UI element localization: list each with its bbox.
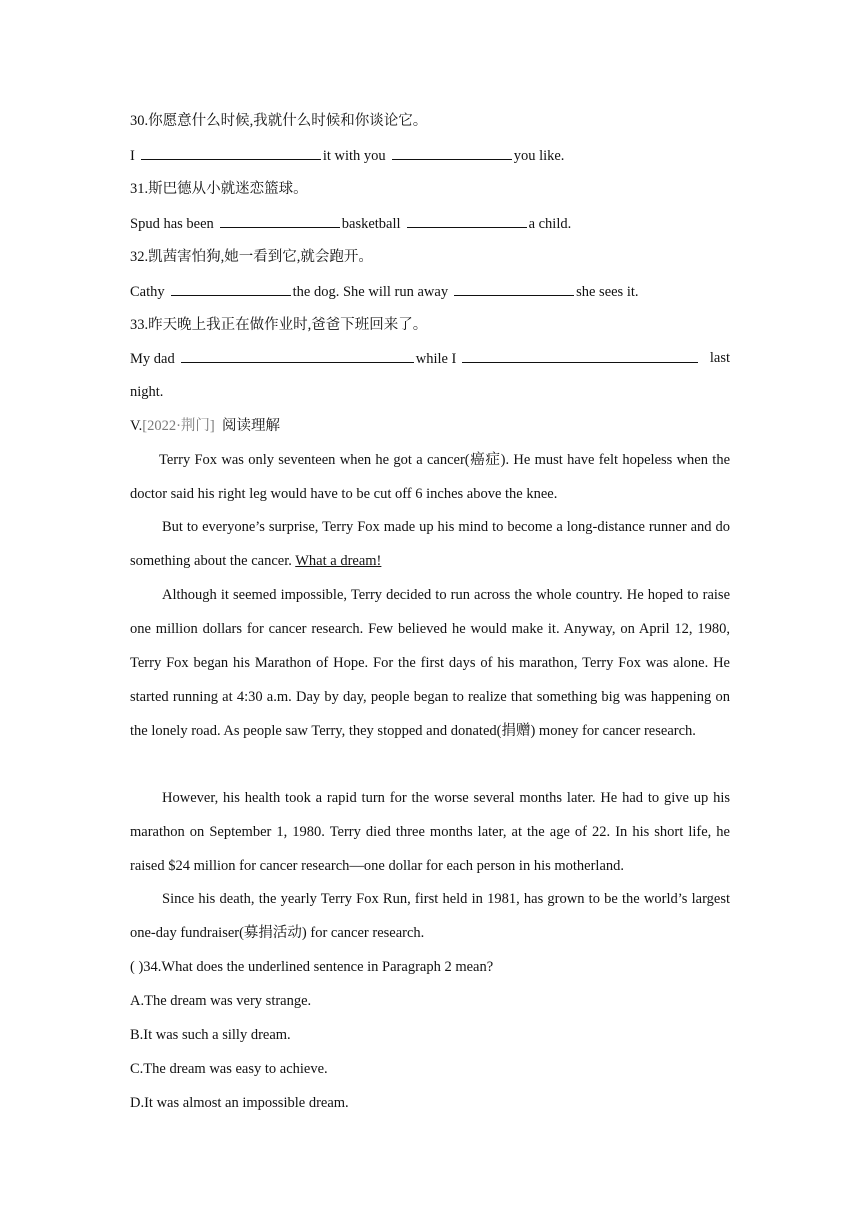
q33-text-a: My dad (130, 351, 175, 367)
paragraph-2-text: But to everyone’s surprise, Terry Fox made up his mind to become a long-distance runner and do something about the cancer. (130, 519, 730, 569)
q33-text-b: while I (415, 351, 457, 367)
q30-blank-1[interactable] (141, 145, 321, 160)
q31-text-a: Spud has been (130, 216, 214, 232)
q33-blank-1[interactable] (181, 348, 414, 363)
q31-text-c: a child. (528, 216, 572, 232)
passage-paragraph-1: Terry Fox was only seventeen when he got a cancer(癌症). He must have felt hopeless when the doctor said his right leg would have to be cut off 6 inches above the knee. (130, 452, 730, 502)
q33-english (130, 348, 730, 369)
section-header (130, 416, 730, 436)
q34-option-d[interactable]: D.It was almost an impossible dream. (130, 1095, 349, 1111)
q32-text-b: the dog. She will run away (292, 284, 449, 300)
q30-text-c: you like. (513, 148, 565, 164)
q33-chinese: 33.昨天晚上我正在做作业时,爸爸下班回来了。 (130, 317, 428, 333)
q33-text-d: night. (130, 384, 164, 400)
passage-paragraph-5: Since his death, the yearly Terry Fox Run, first held in 1981, has grown to be the world’s largest one-day fundraiser(募捐活动) for cancer research. (130, 891, 730, 941)
q34-stem: ( )34.What does the underlined sentence in Paragraph 2 mean? (130, 959, 494, 975)
section-number: V. (130, 418, 143, 434)
q32-blank-1[interactable] (171, 281, 291, 296)
q32-text-c: she sees it. (576, 284, 639, 300)
q32-english (130, 281, 730, 302)
passage-paragraph-4: However, his health took a rapid turn for the worse several months later. He had to give up his marathon on September 1, 1980. Terry died three months later, at the age of 22. In his short life, he raised $24 million for cancer research—one dollar for each person in his motherland. (130, 790, 730, 874)
q31-chinese: 31.斯巴德从小就迷恋篮球。 (130, 181, 308, 197)
underlined-sentence: What a dream! (295, 553, 382, 569)
q34-option-a[interactable]: A.The dream was very strange. (130, 993, 312, 1009)
q34-option-b[interactable]: B.It was such a silly dream. (130, 1027, 291, 1043)
q32-blank-2[interactable] (454, 281, 574, 296)
q30-text-b: it with you (322, 148, 386, 164)
q31-text-b: basketball (341, 216, 401, 232)
section-title: 阅读理解 (221, 418, 280, 434)
q32-text-a: Cathy (130, 284, 165, 300)
q30-english (130, 145, 730, 166)
section-source-tag: [2022·荆门] (142, 418, 215, 434)
q30-text-a: I (130, 148, 135, 164)
q30-chinese: 30.你愿意什么时候,我就什么时候和你谈论它。 (130, 113, 428, 129)
passage-paragraph-3: Although it seemed impossible, Terry decided to run across the whole country. He hoped to raise one million dollars for cancer research. Few believed he would make it. Anyway, on April 12, 1980, Terry Fox began his Marathon of Hope. For the first days of his marathon, Terry Fox was alone. He started running at 4:30 a.m. Day by day, people began to realize that something big was happening on the lonely road. As people saw Terry, they stopped and donated(捐赠) money for cancer research. (130, 587, 730, 739)
q31-blank-2[interactable] (407, 213, 527, 228)
q33-blank-2[interactable] (462, 348, 698, 363)
q31-english (130, 213, 730, 234)
q31-blank-1[interactable] (220, 213, 340, 228)
passage-paragraph-2 (130, 510, 730, 578)
q33-text-c: last (709, 350, 730, 366)
q32-chinese: 32.凯茜害怕狗,她一看到它,就会跑开。 (130, 249, 373, 265)
q34-option-c[interactable]: C.The dream was easy to achieve. (130, 1061, 328, 1077)
q30-blank-2[interactable] (392, 145, 512, 160)
